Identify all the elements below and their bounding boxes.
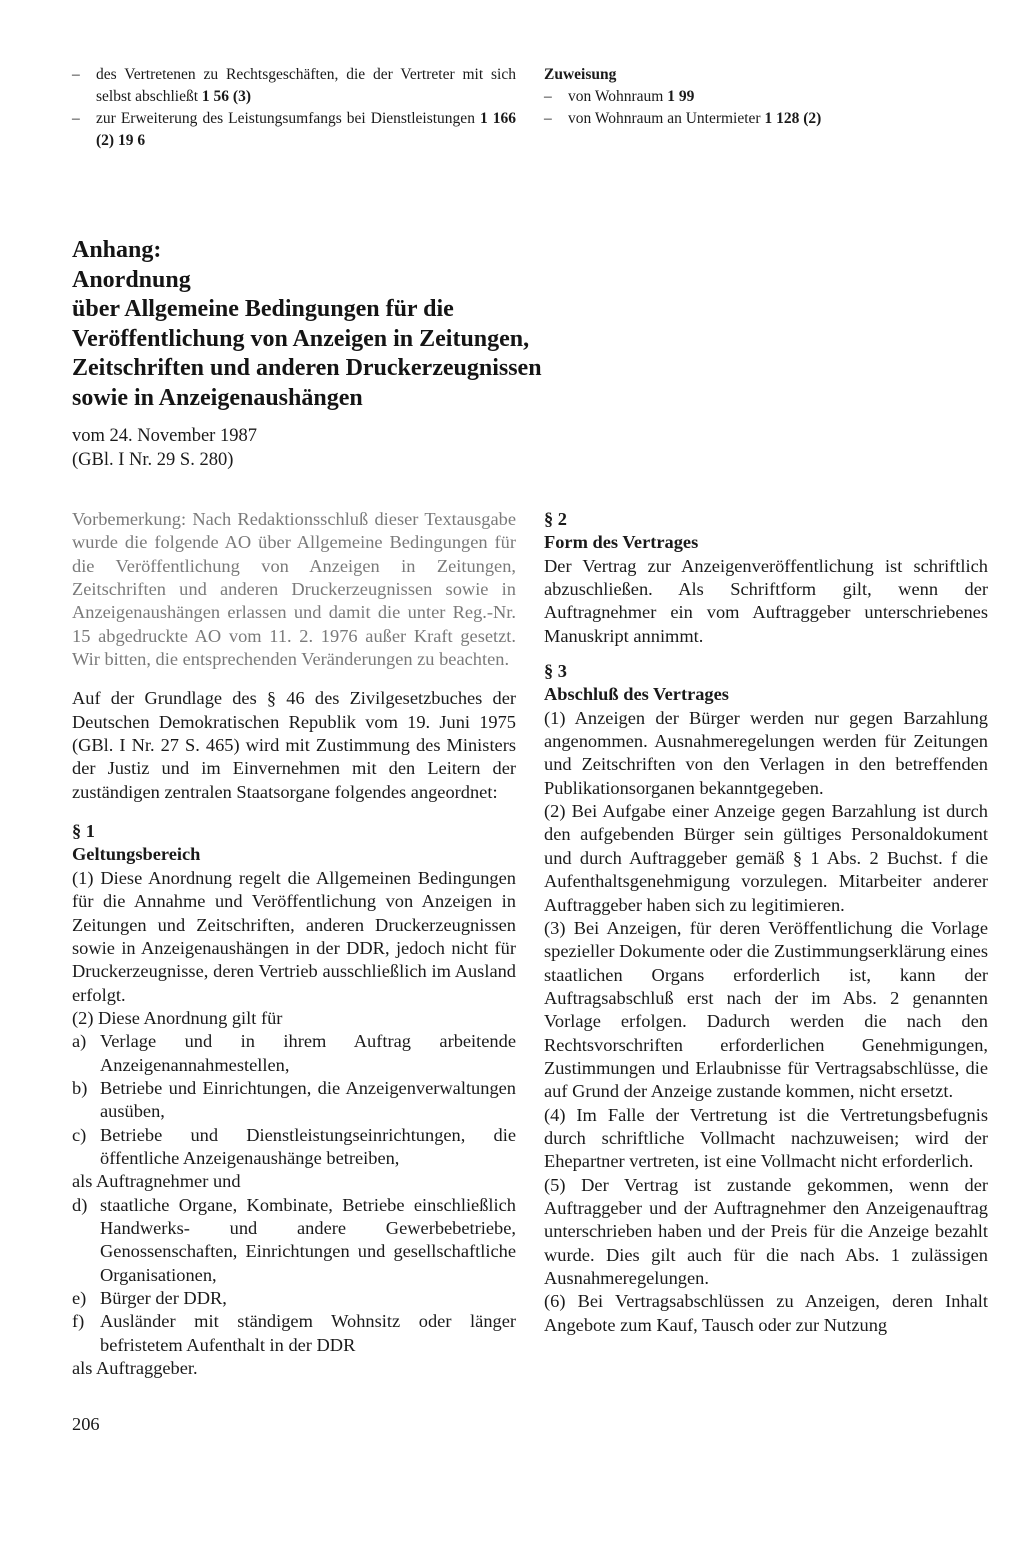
title-line: über Allgemeine Bedingungen für die (72, 296, 454, 322)
list-item: b) Betriebe und Einrichtungen, die Anzeigenverwaltungen ausüben, (72, 1077, 516, 1122)
index-right (544, 64, 964, 130)
list-item: d) staatliche Organe, Kombinate, Betriebe einschließlich Handwerks- und andere Gewerbebetriebe, Genossenschaften, Einrichtungen und gesellschaftliche Organisationen, (72, 1194, 516, 1285)
index-entry-ref: 1 56 (3) (201, 88, 251, 105)
index-entry: – zur Erweiterung des Leistungsumfangs bei Dienstleistungen 1 166 (2) 19 6 (72, 110, 517, 149)
right-column (544, 508, 988, 1337)
paragraph: (4) Im Falle der Vertretung ist die Vertretungsbefugnis durch schriftliche Vollmacht nachzuweisen; wird der Ehepartner vertreten, ist eine Vollmacht nicht erforderlich. (544, 1104, 988, 1172)
title-line: Anhang: (72, 237, 162, 263)
paragraph: (1) Anzeigen der Bürger werden nur gegen Barzahlung angenommen. Ausnahmeregelungen werden für Zeitungen und Zeitschriften von den Verlagen in den betreffenden Publikationsorganen bekanntgegeben. (544, 707, 988, 798)
title-line: Anordnung (72, 266, 191, 293)
list-item: a) Verlage und in ihrem Auftrag arbeitende Anzeigenannahmestellen, (72, 1031, 516, 1075)
index-entry-text: des Vertretenen zu Rechtsgeschäften, die der Vertreter mit sich selbst abschließt (96, 66, 516, 105)
section-heading: Abschluß des Vertrages (544, 684, 729, 705)
index-entry: – von Wohnraum 1 99 (544, 88, 695, 105)
index-entry-text: von Wohnraum (568, 88, 664, 105)
index-entry-text: zur Erweiterung des Leistungsumfangs bei Dienstleistungen (96, 110, 475, 127)
section-number: § 3 (544, 661, 567, 682)
paragraph: (2) Diese Anordnung gilt für (72, 1007, 283, 1028)
index-left (72, 64, 516, 152)
index-entry: – von Wohnraum an Untermieter 1 128 (2) (544, 110, 822, 127)
list-item: c) Betriebe und Dienstleistungseinrichtungen, die öffentliche Anzeigenaushänge betreiben, (72, 1124, 516, 1168)
title-line: Veröffentlichung von Anzeigen in Zeitungen, (72, 325, 530, 352)
index-entry-ref: 1 166 (2) 19 6 (96, 110, 517, 149)
paragraph: Der Vertrag zur Anzeigenveröffentlichung ist schriftlich abzuschließen. Als Schriftform gilt, wenn der Auftragnehmer ein vom Auftraggeber unterschriebenes Manuskript annimmt. (544, 555, 988, 646)
title-line: sowie in Anzeigenaushängen (72, 384, 363, 411)
document-date: vom 24. November 1987 (72, 426, 257, 446)
section-number: § 2 (544, 509, 567, 529)
section-heading: Geltungsbereich (72, 844, 201, 865)
list-separator: als Auftragnehmer und (72, 1171, 241, 1192)
index-title: Zuweisung (544, 66, 617, 83)
paragraph: (6) Bei Vertragsabschlüssen zu Anzeigen, deren Inhalt Angebote zum Kauf, Tausch oder zur Nutzung (544, 1291, 988, 1335)
title-line: Zeitschriften und anderen Druckerzeugnissen (72, 355, 542, 381)
paragraph: (5) Der Vertrag ist zustande gekommen, wenn der Auftraggeber und der Auftragnehmer den Anzeigenauftrag unterschrieben haben und der Preis für die Anzeige bezahlt wurde. Dies gilt auch für die nach Abs. 1 zulässigen Ausnahmeregelungen. (544, 1174, 988, 1288)
preamble: Auf der Grundlage des § 46 des Zivilgesetzbuches der Deutschen Demokratischen Republik vom 19. Juni 1975 (GBl. I Nr. 27 S. 465) wird mit Zustimmung des Ministers der Justiz und im Einvernehmen mit den Leitern der zuständigen zentralen Staatsorgane folgendes angeordnet: (72, 688, 516, 802)
index-entry: – des Vertretenen zu Rechtsgeschäften, die der Vertreter mit sich selbst abschließt 1 56 (3) (72, 66, 516, 105)
index-entry-text: von Wohnraum an Untermieter (568, 110, 761, 127)
document-title (72, 236, 692, 472)
preliminary-note: Vorbemerkung: Nach Redaktionsschluß dieser Textausgabe wurde die folgende AO über Allgemeine Bedingungen für die Veröffentlichung von Anzeigen in Zeitungen, Zeitschriften und anderen Druckerzeugnissen sowie in Anzeigenaushängen erlassen und damit die unter Reg.-Nr. 15 abgedruckte AO vom 11. 2. 1976 außer Kraft gesetzt. Wir bitten, die entsprechenden Veränderungen zu beachten. (72, 509, 516, 670)
list-item: f) Ausländer mit ständigem Wohnsitz oder länger befristetem Aufenthalt in der DDR (72, 1311, 516, 1355)
paragraph: (2) Bei Aufgabe einer Anzeige gegen Barzahlung ist durch den aufgebenden Bürger sein gültiges Personaldokument und durch Auftraggeber gemäß § 1 Abs. 2 Buchst. f die Aufenthaltsgenehmigung vorzulegen. Mitarbeiter anderer Auftraggeber haben sich zu legitimieren. (544, 801, 988, 915)
paragraph: (3) Bei Anzeigen, für deren Veröffentlichung die Vorlage spezieller Dokumente oder die Zustimmungserklärung eines staatlichen Organs erforderlich ist, kann der Auftragsabschluß erst nach der im Abs. 2 genannten Vorlage erfolgen. Dadurch werden die nach den Rechtsvorschriften erforderlichen Genehmigungen, Zustimmungen und Erlaubnisse für Vertragsabschlüsse, die auf Grund der Anzeige zustande kommen, nicht ersetzt. (544, 917, 988, 1102)
section-number: § 1 (72, 821, 95, 842)
document-source: (GBl. I Nr. 29 S. 280) (72, 449, 234, 470)
section-heading: Form des Vertrages (544, 532, 699, 553)
index-entry-ref: 1 99 (667, 88, 695, 105)
title-meta (72, 425, 692, 472)
list-item: e) Bürger der DDR, (72, 1288, 227, 1308)
list-closing: als Auftraggeber. (72, 1358, 198, 1379)
paragraph: (1) Diese Anordnung regelt die Allgemeinen Bedingungen für die Annahme und Veröffentlichung von Anzeigen in Zeitungen und Zeitschriften, anderen Druckerzeugnissen sowie in Anzeigenaushängen in der DDR, jedoch nicht für Druckerzeugnisse, deren Vertrieb ausschließlich im Ausland erfolgt. (72, 867, 516, 1005)
page-number: 206 (72, 1414, 100, 1434)
left-column (72, 508, 516, 1380)
index-entry-ref: 1 128 (2) (764, 110, 822, 127)
